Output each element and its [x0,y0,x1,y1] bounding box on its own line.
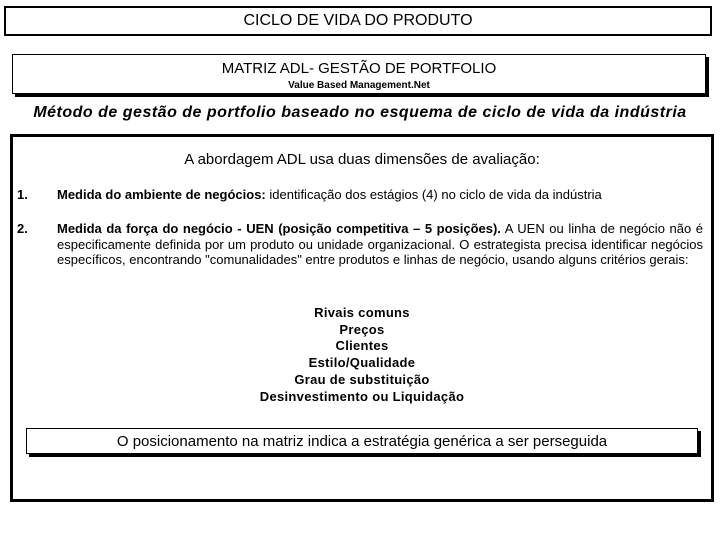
item-heading: Medida do ambiente de negócios: [57,187,266,202]
method-heading: Método de gestão de portfolio baseado no esquema de ciclo de vida da indústria [33,104,687,121]
subtitle-box [12,54,706,94]
criteria-item: Preços [339,321,385,337]
item-text [57,221,703,268]
list-item [17,221,703,268]
criteria-item: Desinvestimento ou Liquidação [259,388,465,404]
criteria-list [13,305,711,405]
item-number: 2. [17,221,28,236]
slide-title: CICLO DE VIDA DO PRODUTO [243,12,473,29]
item-number: 1. [17,187,28,202]
slide-title-box [4,6,712,36]
conclusion-text: O posicionamento na matriz indica a estratégia genérica a ser perseguida [116,432,608,450]
intro-text: A abordagem ADL usa duas dimensões de avaliação: [184,151,540,168]
conclusion-box [26,428,698,454]
item-body: identificação dos estágios (4) no ciclo de vida da indústria [265,187,602,202]
list-item [17,187,703,203]
item-body: A UEN ou linha de negócio não é especificamente definida por um produto ou unidade organizacional. O estrategista precisa identificar negócios específicos, encontrando "comunalidades" entre produtos e linhas de negócio, usando alguns critérios gerais: [57,221,703,267]
criteria-item: Rivais comuns [314,305,410,320]
item-heading: Medida da força do negócio - UEN (posição competitiva – 5 posições). [57,221,501,236]
criteria-item: Clientes [335,338,389,354]
source-label: Value Based Management.Net [288,80,430,91]
criteria-item: Estilo/Qualidade [308,355,416,371]
item-text [57,187,703,203]
subtitle: MATRIZ ADL- GESTÃO DE PORTFOLIO [221,60,497,77]
content-box [10,134,714,502]
criteria-item: Grau de substituição [294,371,430,387]
